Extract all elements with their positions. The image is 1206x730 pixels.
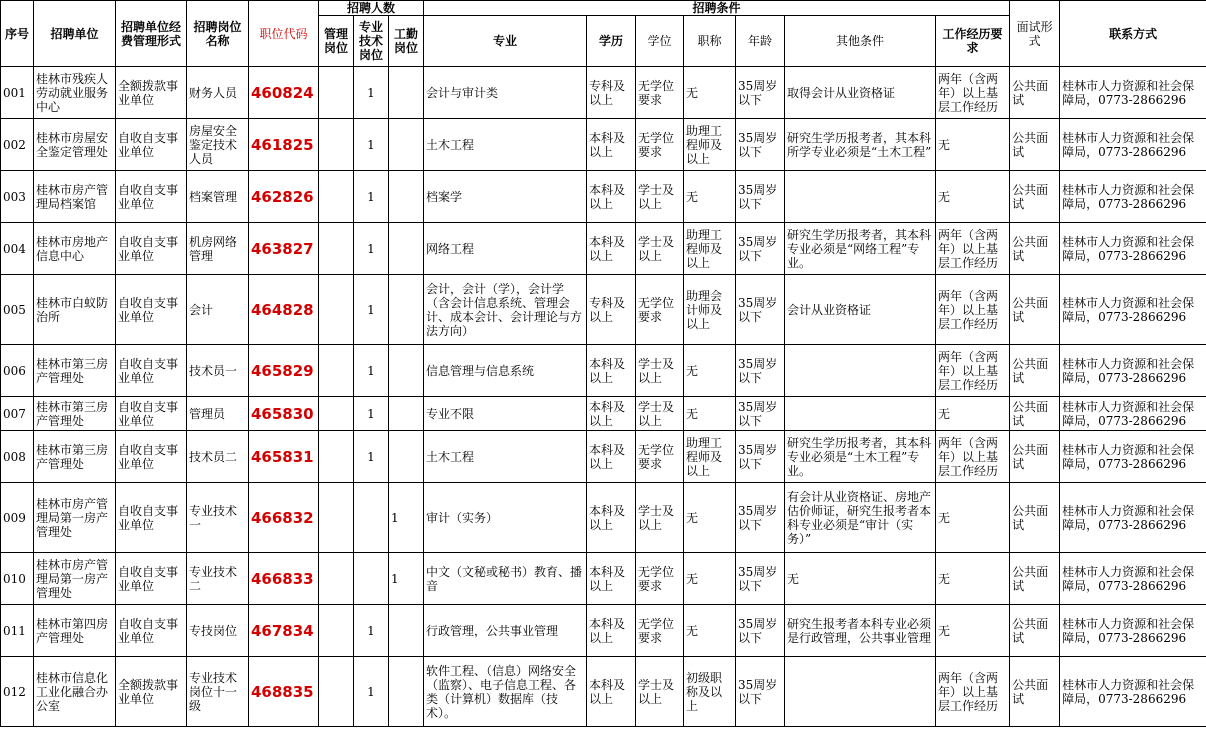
cell-seq: 007 xyxy=(1,397,34,431)
cell-unit: 桂林市第三房产管理处 xyxy=(34,431,116,483)
cell-tech: 1 xyxy=(354,119,389,171)
cell-other: 会计从业资格证 xyxy=(785,275,936,345)
header-experience: 工作经历要求 xyxy=(936,16,1010,67)
cell-major: 会计与审计类 xyxy=(424,67,587,119)
cell-title: 助理工程师及以上 xyxy=(684,431,736,483)
table-row xyxy=(1,119,1206,171)
cell-age: 35周岁以下 xyxy=(736,119,785,171)
cell-other xyxy=(785,657,936,727)
cell-experience: 两年（含两年）以上基层工作经历 xyxy=(936,67,1010,119)
cell-mgmt xyxy=(319,431,354,483)
cell-post: 机房网络管理 xyxy=(187,223,249,275)
header-contact: 联系方式 xyxy=(1060,1,1206,67)
header-interview: 面试形式 xyxy=(1010,1,1060,67)
cell-mgmt xyxy=(319,397,354,431)
header-worker: 工勤岗位 xyxy=(389,16,424,67)
cell-post-code: 462826 xyxy=(249,171,319,223)
cell-post: 专业技术岗位十一级 xyxy=(187,657,249,727)
cell-mgmt xyxy=(319,605,354,657)
cell-fund: 自收自支事业单位 xyxy=(116,483,187,553)
cell-title: 助理工程师及以上 xyxy=(684,223,736,275)
cell-contact: 桂林市人力资源和社会保障局，0773-2866296 xyxy=(1060,431,1206,483)
cell-post-code: 463827 xyxy=(249,223,319,275)
cell-education: 本科及以上 xyxy=(587,171,636,223)
cell-interview: 公共面试 xyxy=(1010,657,1060,727)
cell-other xyxy=(785,397,936,431)
cell-contact: 桂林市人力资源和社会保障局，0773-2866296 xyxy=(1060,67,1206,119)
cell-contact: 桂林市人力资源和社会保障局，0773-2866296 xyxy=(1060,223,1206,275)
cell-contact: 桂林市人力资源和社会保障局，0773-2866296 xyxy=(1060,397,1206,431)
cell-major: 软件工程、（信息）网络安全（监察）、电子信息工程、各类（计算机）数据库（技术）。 xyxy=(424,657,587,727)
cell-degree: 学士及以上 xyxy=(636,397,684,431)
table-row xyxy=(1,275,1206,345)
cell-major: 审计（实务） xyxy=(424,483,587,553)
header-education: 学历 xyxy=(587,16,636,67)
cell-major: 档案学 xyxy=(424,171,587,223)
cell-worker xyxy=(389,657,424,727)
cell-worker xyxy=(389,397,424,431)
cell-other: 无 xyxy=(785,553,936,605)
cell-degree: 无学位要求 xyxy=(636,67,684,119)
cell-other: 取得会计从业资格证 xyxy=(785,67,936,119)
cell-contact: 桂林市人力资源和社会保障局，0773-2866296 xyxy=(1060,483,1206,553)
cell-post: 档案管理 xyxy=(187,171,249,223)
cell-unit: 桂林市房产管理局第一房产管理处 xyxy=(34,483,116,553)
cell-post: 技术员一 xyxy=(187,345,249,397)
cell-seq: 008 xyxy=(1,431,34,483)
table-body xyxy=(1,67,1206,727)
cell-degree: 学士及以上 xyxy=(636,171,684,223)
cell-post-code: 467834 xyxy=(249,605,319,657)
cell-age: 35周岁以下 xyxy=(736,431,785,483)
cell-education: 本科及以上 xyxy=(587,553,636,605)
cell-post-code: 465829 xyxy=(249,345,319,397)
cell-experience: 两年（含两年）以上基层工作经历 xyxy=(936,345,1010,397)
cell-interview: 公共面试 xyxy=(1010,397,1060,431)
table-row xyxy=(1,483,1206,553)
cell-unit: 桂林市第三房产管理处 xyxy=(34,397,116,431)
cell-unit: 桂林市房屋安全鉴定管理处 xyxy=(34,119,116,171)
table-row xyxy=(1,553,1206,605)
cell-mgmt xyxy=(319,275,354,345)
cell-tech: 1 xyxy=(354,397,389,431)
cell-worker xyxy=(389,119,424,171)
cell-worker: 1 xyxy=(389,553,424,605)
table-row xyxy=(1,397,1206,431)
cell-mgmt xyxy=(319,67,354,119)
header-title: 职称 xyxy=(684,16,736,67)
cell-education: 专科及以上 xyxy=(587,275,636,345)
cell-seq: 010 xyxy=(1,553,34,605)
cell-interview: 公共面试 xyxy=(1010,119,1060,171)
cell-experience: 无 xyxy=(936,483,1010,553)
table-row xyxy=(1,345,1206,397)
cell-worker xyxy=(389,345,424,397)
cell-major: 网络工程 xyxy=(424,223,587,275)
cell-post-code: 465830 xyxy=(249,397,319,431)
cell-post-code: 468835 xyxy=(249,657,319,727)
cell-major: 行政管理，公共事业管理 xyxy=(424,605,587,657)
cell-age: 35周岁以下 xyxy=(736,275,785,345)
cell-interview: 公共面试 xyxy=(1010,171,1060,223)
cell-post-code: 461825 xyxy=(249,119,319,171)
cell-education: 本科及以上 xyxy=(587,119,636,171)
cell-education: 本科及以上 xyxy=(587,483,636,553)
header-post-name: 招聘岗位名称 xyxy=(187,1,249,67)
cell-interview: 公共面试 xyxy=(1010,67,1060,119)
cell-mgmt xyxy=(319,223,354,275)
cell-other xyxy=(785,345,936,397)
cell-interview: 公共面试 xyxy=(1010,223,1060,275)
cell-contact: 桂林市人力资源和社会保障局，0773-2866296 xyxy=(1060,345,1206,397)
cell-other: 研究生学历报考者，其本科专业必须是“土木工程”专业。 xyxy=(785,431,936,483)
header-count-group: 招聘人数 xyxy=(319,1,424,16)
cell-seq: 001 xyxy=(1,67,34,119)
cell-experience: 两年（含两年）以上基层工作经历 xyxy=(936,223,1010,275)
cell-fund: 自收自支事业单位 xyxy=(116,553,187,605)
cell-title: 无 xyxy=(684,67,736,119)
cell-seq: 006 xyxy=(1,345,34,397)
cell-education: 本科及以上 xyxy=(587,431,636,483)
cell-tech xyxy=(354,483,389,553)
cell-major: 会计，会计（学），会计学（含会计信息系统、管理会计、成本会计、会计理论与方法方向） xyxy=(424,275,587,345)
cell-worker xyxy=(389,223,424,275)
cell-post-code: 466833 xyxy=(249,553,319,605)
cell-degree: 学士及以上 xyxy=(636,483,684,553)
cell-title: 无 xyxy=(684,345,736,397)
cell-experience: 无 xyxy=(936,605,1010,657)
cell-unit: 桂林市白蚁防治所 xyxy=(34,275,116,345)
cell-post: 管理员 xyxy=(187,397,249,431)
cell-major: 土木工程 xyxy=(424,119,587,171)
cell-tech: 1 xyxy=(354,657,389,727)
cell-fund: 自收自支事业单位 xyxy=(116,171,187,223)
cell-tech: 1 xyxy=(354,275,389,345)
cell-post-code: 466832 xyxy=(249,483,319,553)
cell-age: 35周岁以下 xyxy=(736,345,785,397)
cell-unit: 桂林市第三房产管理处 xyxy=(34,345,116,397)
cell-interview: 公共面试 xyxy=(1010,605,1060,657)
header-cond-group: 招聘条件 xyxy=(424,1,1010,16)
cell-education: 本科及以上 xyxy=(587,657,636,727)
cell-title: 无 xyxy=(684,397,736,431)
cell-unit: 桂林市房产管理局档案馆 xyxy=(34,171,116,223)
cell-seq: 009 xyxy=(1,483,34,553)
cell-title: 无 xyxy=(684,171,736,223)
cell-education: 本科及以上 xyxy=(587,223,636,275)
header-degree: 学位 xyxy=(636,16,684,67)
cell-education: 本科及以上 xyxy=(587,605,636,657)
cell-age: 35周岁以下 xyxy=(736,67,785,119)
cell-age: 35周岁以下 xyxy=(736,553,785,605)
cell-seq: 002 xyxy=(1,119,34,171)
cell-contact: 桂林市人力资源和社会保障局，0773-2866296 xyxy=(1060,605,1206,657)
cell-other: 研究生学历报考者，其本科所学专业必须是“土木工程” xyxy=(785,119,936,171)
cell-major: 中文（文秘或秘书）教育、播音 xyxy=(424,553,587,605)
cell-worker xyxy=(389,431,424,483)
cell-unit: 桂林市信息化工业化融合办公室 xyxy=(34,657,116,727)
cell-fund: 自收自支事业单位 xyxy=(116,431,187,483)
cell-tech: 1 xyxy=(354,67,389,119)
cell-title: 无 xyxy=(684,553,736,605)
cell-other: 有会计从业资格证、房地产估价师证，研究生报考者本科专业必须是“审计（实务）” xyxy=(785,483,936,553)
cell-post: 财务人员 xyxy=(187,67,249,119)
header-major: 专业 xyxy=(424,16,587,67)
cell-age: 35周岁以下 xyxy=(736,483,785,553)
cell-seq: 004 xyxy=(1,223,34,275)
cell-worker xyxy=(389,171,424,223)
cell-title: 无 xyxy=(684,483,736,553)
cell-mgmt xyxy=(319,119,354,171)
cell-degree: 无学位要求 xyxy=(636,605,684,657)
cell-title: 初级职称及以上 xyxy=(684,657,736,727)
cell-tech: 1 xyxy=(354,431,389,483)
cell-major: 专业不限 xyxy=(424,397,587,431)
cell-experience: 无 xyxy=(936,397,1010,431)
cell-post: 技术员二 xyxy=(187,431,249,483)
cell-interview: 公共面试 xyxy=(1010,275,1060,345)
cell-education: 专科及以上 xyxy=(587,67,636,119)
cell-post: 专业技术一 xyxy=(187,483,249,553)
cell-other xyxy=(785,171,936,223)
cell-age: 35周岁以下 xyxy=(736,397,785,431)
cell-interview: 公共面试 xyxy=(1010,553,1060,605)
cell-degree: 无学位要求 xyxy=(636,275,684,345)
cell-experience: 无 xyxy=(936,171,1010,223)
header-age: 年龄 xyxy=(736,16,785,67)
cell-degree: 无学位要求 xyxy=(636,553,684,605)
cell-fund: 自收自支事业单位 xyxy=(116,119,187,171)
cell-age: 35周岁以下 xyxy=(736,171,785,223)
cell-post: 会计 xyxy=(187,275,249,345)
cell-post: 专技岗位 xyxy=(187,605,249,657)
cell-tech: 1 xyxy=(354,223,389,275)
cell-worker xyxy=(389,275,424,345)
cell-tech: 1 xyxy=(354,345,389,397)
cell-contact: 桂林市人力资源和社会保障局，0773-2866296 xyxy=(1060,119,1206,171)
cell-worker: 1 xyxy=(389,483,424,553)
header-mgmt: 管理岗位 xyxy=(319,16,354,67)
cell-tech: 1 xyxy=(354,605,389,657)
cell-fund: 自收自支事业单位 xyxy=(116,605,187,657)
cell-seq: 003 xyxy=(1,171,34,223)
cell-fund: 自收自支事业单位 xyxy=(116,345,187,397)
cell-experience: 无 xyxy=(936,119,1010,171)
cell-fund: 自收自支事业单位 xyxy=(116,397,187,431)
cell-fund: 自收自支事业单位 xyxy=(116,275,187,345)
cell-interview: 公共面试 xyxy=(1010,345,1060,397)
table-row xyxy=(1,171,1206,223)
cell-age: 35周岁以下 xyxy=(736,605,785,657)
table-row xyxy=(1,223,1206,275)
cell-education: 本科及以上 xyxy=(587,345,636,397)
cell-experience: 两年（含两年）以上基层工作经历 xyxy=(936,275,1010,345)
cell-major: 信息管理与信息系统 xyxy=(424,345,587,397)
cell-mgmt xyxy=(319,657,354,727)
cell-unit: 桂林市房产管理局第一房产管理处 xyxy=(34,553,116,605)
cell-post: 专业技术二 xyxy=(187,553,249,605)
cell-experience: 两年（含两年）以上基层工作经历 xyxy=(936,431,1010,483)
cell-experience: 无 xyxy=(936,553,1010,605)
cell-worker xyxy=(389,67,424,119)
cell-interview: 公共面试 xyxy=(1010,483,1060,553)
cell-post-code: 460824 xyxy=(249,67,319,119)
cell-education: 本科及以上 xyxy=(587,397,636,431)
cell-age: 35周岁以下 xyxy=(736,223,785,275)
header-unit: 招聘单位 xyxy=(34,1,116,67)
cell-contact: 桂林市人力资源和社会保障局，0773-2866296 xyxy=(1060,553,1206,605)
header-post-code: 职位代码 xyxy=(249,1,319,67)
cell-degree: 无学位要求 xyxy=(636,431,684,483)
cell-fund: 自收自支事业单位 xyxy=(116,223,187,275)
cell-mgmt xyxy=(319,345,354,397)
table-row xyxy=(1,67,1206,119)
cell-other: 研究生报考者本科专业必须是行政管理，公共事业管理 xyxy=(785,605,936,657)
cell-degree: 学士及以上 xyxy=(636,657,684,727)
cell-contact: 桂林市人力资源和社会保障局，0773-2866296 xyxy=(1060,275,1206,345)
cell-unit: 桂林市第四房产管理处 xyxy=(34,605,116,657)
cell-title: 助理工程师及以上 xyxy=(684,119,736,171)
cell-title: 无 xyxy=(684,605,736,657)
cell-seq: 005 xyxy=(1,275,34,345)
cell-age: 35周岁以下 xyxy=(736,657,785,727)
table-row xyxy=(1,431,1206,483)
header-seq: 序号 xyxy=(1,1,34,67)
cell-post-code: 465831 xyxy=(249,431,319,483)
cell-mgmt xyxy=(319,171,354,223)
cell-fund: 全额拨款事业单位 xyxy=(116,657,187,727)
cell-tech xyxy=(354,553,389,605)
cell-post: 房屋安全鉴定技术人员 xyxy=(187,119,249,171)
cell-other: 研究生学历报考者，其本科专业必须是“网络工程”专业。 xyxy=(785,223,936,275)
cell-degree: 无学位要求 xyxy=(636,119,684,171)
cell-post-code: 464828 xyxy=(249,275,319,345)
cell-contact: 桂林市人力资源和社会保障局，0773-2866296 xyxy=(1060,657,1206,727)
cell-seq: 011 xyxy=(1,605,34,657)
cell-tech: 1 xyxy=(354,171,389,223)
cell-fund: 全额拨款事业单位 xyxy=(116,67,187,119)
cell-mgmt xyxy=(319,483,354,553)
cell-title: 助理会计师及以上 xyxy=(684,275,736,345)
cell-degree: 学士及以上 xyxy=(636,223,684,275)
cell-major: 土木工程 xyxy=(424,431,587,483)
cell-seq: 012 xyxy=(1,657,34,727)
cell-experience: 两年（含两年）以上基层工作经历 xyxy=(936,657,1010,727)
cell-degree: 学士及以上 xyxy=(636,345,684,397)
cell-contact: 桂林市人力资源和社会保障局，0773-2866296 xyxy=(1060,171,1206,223)
cell-mgmt xyxy=(319,553,354,605)
header-tech: 专业技术岗位 xyxy=(354,16,389,67)
table-row xyxy=(1,605,1206,657)
table-row xyxy=(1,657,1206,727)
cell-unit: 桂林市残疾人劳动就业服务中心 xyxy=(34,67,116,119)
header-other: 其他条件 xyxy=(785,16,936,67)
cell-worker xyxy=(389,605,424,657)
cell-unit: 桂林市房地产信息中心 xyxy=(34,223,116,275)
header-fund-type: 招聘单位经费管理形式 xyxy=(116,1,187,67)
cell-interview: 公共面试 xyxy=(1010,431,1060,483)
